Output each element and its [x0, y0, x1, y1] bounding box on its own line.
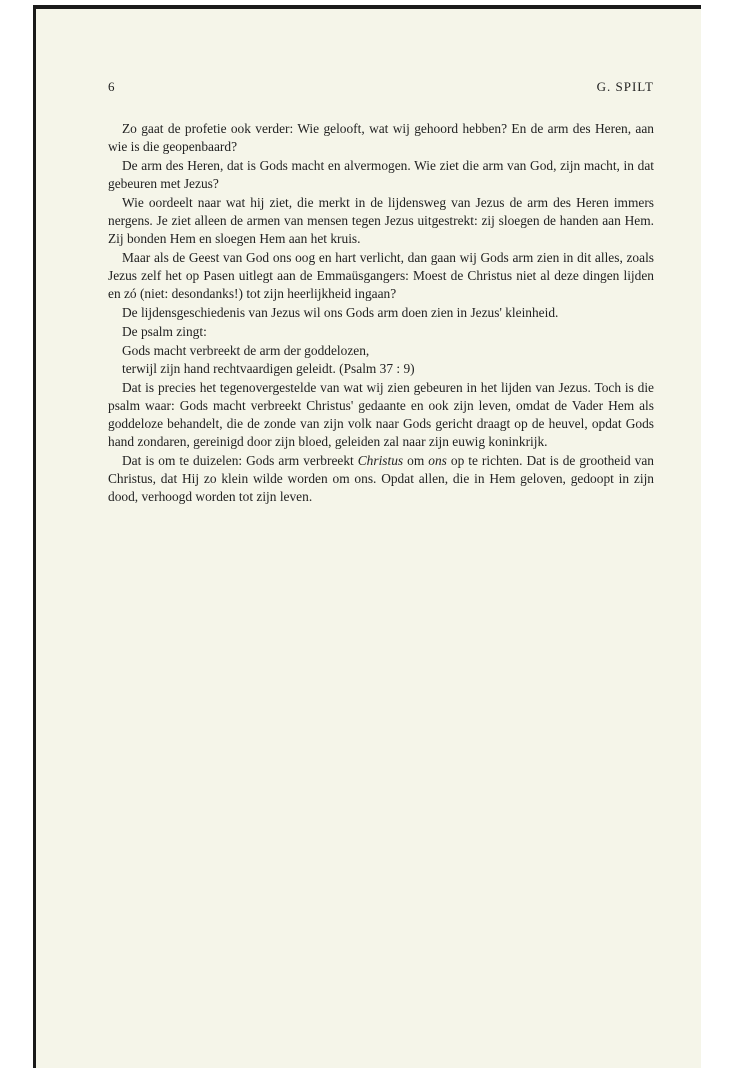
text-run: Dat is om te duizelen: Gods arm verbreekt	[122, 453, 358, 468]
page-number: 6	[108, 79, 115, 94]
paragraph: De lijdensgeschiedenis van Jezus wil ons Gods arm doen zien in Jezus' kleinheid.	[122, 305, 559, 320]
page-header	[108, 79, 654, 97]
emphasis-ons: ons	[428, 453, 447, 468]
psalm-verse-line: terwijl zijn hand rechtvaardigen geleidt. (Psalm 37 : 9)	[122, 361, 415, 376]
paragraph: Wie oordeelt naar wat hij ziet, die merkt in de lijdensweg van Jezus de arm des Heren immers nergens. Je ziet alleen de armen van mensen tegen Jezus uitgestrekt: zij sloegen de handen aan Hem. Zij bonden Hem en sloegen Hem aan het kruis.	[108, 195, 654, 246]
running-head-author: G. SPILT	[596, 79, 654, 94]
emphasis-christus: Christus	[357, 453, 404, 468]
paragraph: Maar als de Geest van God ons oog en hart verlicht, dan gaan wij Gods arm zien in dit alles, zoals Jezus zelf het op Pasen uitlegt aan de Emmaüsgangers: Moest de Christus niet al deze dingen lijden en zó (niet: desondanks!) tot zijn heerlijkheid ingaan?	[108, 250, 654, 301]
paragraph: Zo gaat de profetie ook verder: Wie gelooft, wat wij gehoord hebben? En de arm des Heren, aan wie is die geopenbaard?	[108, 121, 654, 154]
paragraph: Dat is precies het tegenovergestelde van wat wij zien gebeuren in het lijden van Jezus. Toch is die psalm waar: Gods macht verbreekt Christus' gedaante en ook zijn leven, omdat de Vader Hem als goddeloze behandelt, die de zonde van zijn volk naar Gods gericht draagt op de heuvel, opdat Gods hand zondaren, gereinigd door zijn bloed, geleiden zal naar zijn euwig koninkrijk.	[108, 380, 654, 449]
text-run: op te richten. Dat is de grootheid van Christus, dat Hij zo klein wilde worden om ons. Opdat allen, die in Hem geloven, gedoopt in zijn dood, verhoogd worden tot zijn leven.	[108, 453, 654, 504]
paragraph: De psalm zingt:	[122, 324, 207, 339]
body-text	[108, 120, 654, 507]
final-paragraph	[108, 452, 654, 506]
paragraph: De arm des Heren, dat is Gods macht en alvermogen. Wie ziet die arm van God, zijn macht, in dat gebeuren met Jezus?	[108, 158, 654, 191]
psalm-verse-line: Gods macht verbreekt de arm der goddelozen,	[122, 343, 370, 358]
text-run: om	[403, 453, 429, 468]
